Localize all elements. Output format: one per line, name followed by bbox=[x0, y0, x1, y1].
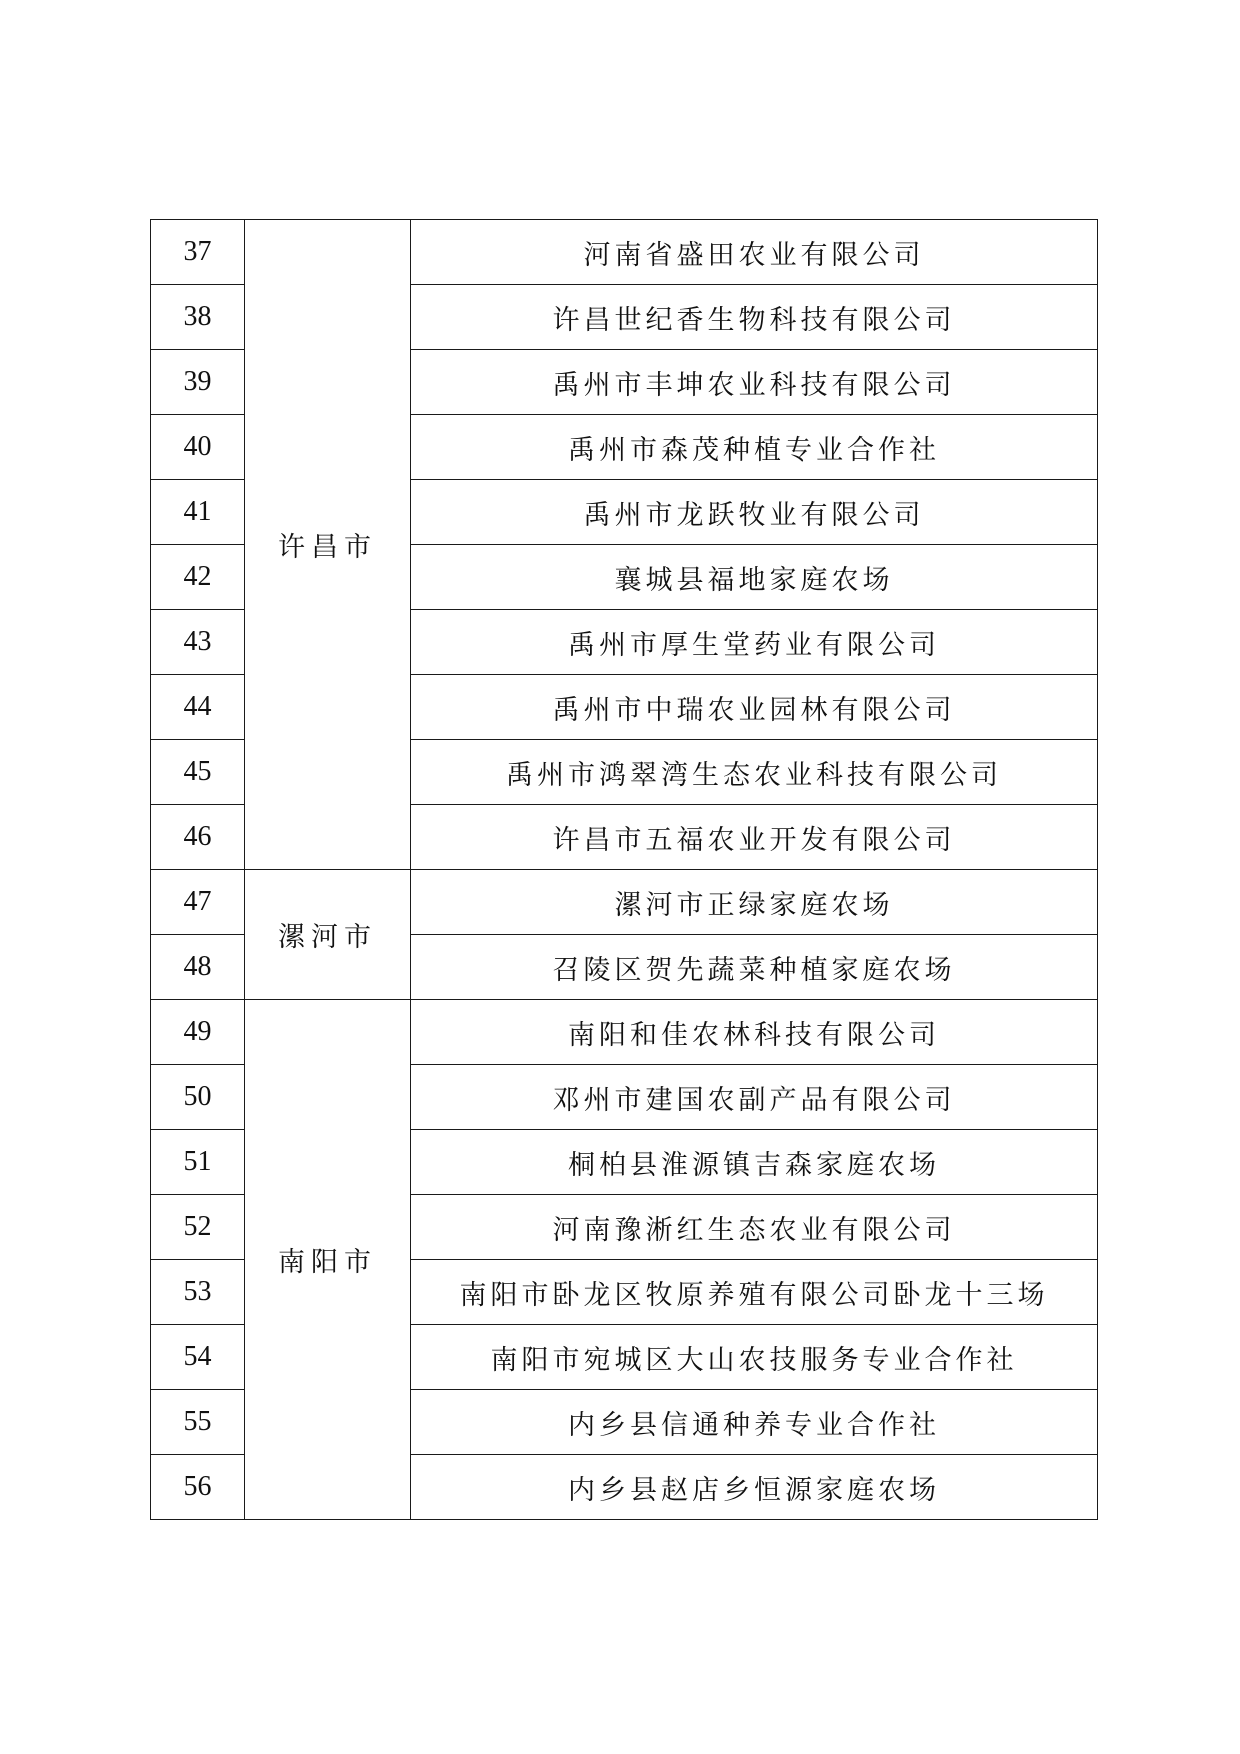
table-row bbox=[151, 220, 1098, 285]
enterprise-name: 南阳市宛城区大山农技服务专业合作社 bbox=[411, 1325, 1098, 1390]
enterprise-name: 河南省盛田农业有限公司 bbox=[411, 220, 1098, 285]
row-number: 54 bbox=[151, 1325, 245, 1390]
enterprise-name: 桐柏县淮源镇吉森家庭农场 bbox=[411, 1130, 1098, 1195]
enterprise-name: 内乡县信通种养专业合作社 bbox=[411, 1390, 1098, 1455]
row-number: 48 bbox=[151, 935, 245, 1000]
enterprise-name: 禹州市森茂种植专业合作社 bbox=[411, 415, 1098, 480]
enterprise-name: 禹州市厚生堂药业有限公司 bbox=[411, 610, 1098, 675]
enterprise-name: 漯河市正绿家庭农场 bbox=[411, 870, 1098, 935]
city-cell: 南阳市 bbox=[245, 1000, 411, 1520]
row-number: 38 bbox=[151, 285, 245, 350]
row-number: 42 bbox=[151, 545, 245, 610]
row-number: 53 bbox=[151, 1260, 245, 1325]
row-number: 47 bbox=[151, 870, 245, 935]
row-number: 39 bbox=[151, 350, 245, 415]
enterprise-name: 内乡县赵店乡恒源家庭农场 bbox=[411, 1455, 1098, 1520]
city-cell: 漯河市 bbox=[245, 870, 411, 1000]
enterprise-name: 河南豫淅红生态农业有限公司 bbox=[411, 1195, 1098, 1260]
enterprise-name: 禹州市龙跃牧业有限公司 bbox=[411, 480, 1098, 545]
enterprise-list-table bbox=[150, 219, 1098, 1520]
enterprise-name: 禹州市鸿翠湾生态农业科技有限公司 bbox=[411, 740, 1098, 805]
table-row bbox=[151, 1000, 1098, 1065]
row-number: 52 bbox=[151, 1195, 245, 1260]
enterprise-name: 许昌市五福农业开发有限公司 bbox=[411, 805, 1098, 870]
enterprise-name: 召陵区贺先蔬菜种植家庭农场 bbox=[411, 935, 1098, 1000]
row-number: 51 bbox=[151, 1130, 245, 1195]
row-number: 46 bbox=[151, 805, 245, 870]
row-number: 55 bbox=[151, 1390, 245, 1455]
enterprise-name: 禹州市中瑞农业园林有限公司 bbox=[411, 675, 1098, 740]
table-body bbox=[151, 220, 1098, 1520]
enterprise-name: 禹州市丰坤农业科技有限公司 bbox=[411, 350, 1098, 415]
enterprise-name: 襄城县福地家庭农场 bbox=[411, 545, 1098, 610]
row-number: 40 bbox=[151, 415, 245, 480]
row-number: 56 bbox=[151, 1455, 245, 1520]
enterprise-name: 南阳市卧龙区牧原养殖有限公司卧龙十三场 bbox=[411, 1260, 1098, 1325]
row-number: 50 bbox=[151, 1065, 245, 1130]
row-number: 49 bbox=[151, 1000, 245, 1065]
enterprise-name: 许昌世纪香生物科技有限公司 bbox=[411, 285, 1098, 350]
row-number: 45 bbox=[151, 740, 245, 805]
row-number: 44 bbox=[151, 675, 245, 740]
enterprise-name: 南阳和佳农林科技有限公司 bbox=[411, 1000, 1098, 1065]
row-number: 37 bbox=[151, 220, 245, 285]
table-row bbox=[151, 870, 1098, 935]
row-number: 41 bbox=[151, 480, 245, 545]
row-number: 43 bbox=[151, 610, 245, 675]
city-cell: 许昌市 bbox=[245, 220, 411, 870]
enterprise-name: 邓州市建国农副产品有限公司 bbox=[411, 1065, 1098, 1130]
